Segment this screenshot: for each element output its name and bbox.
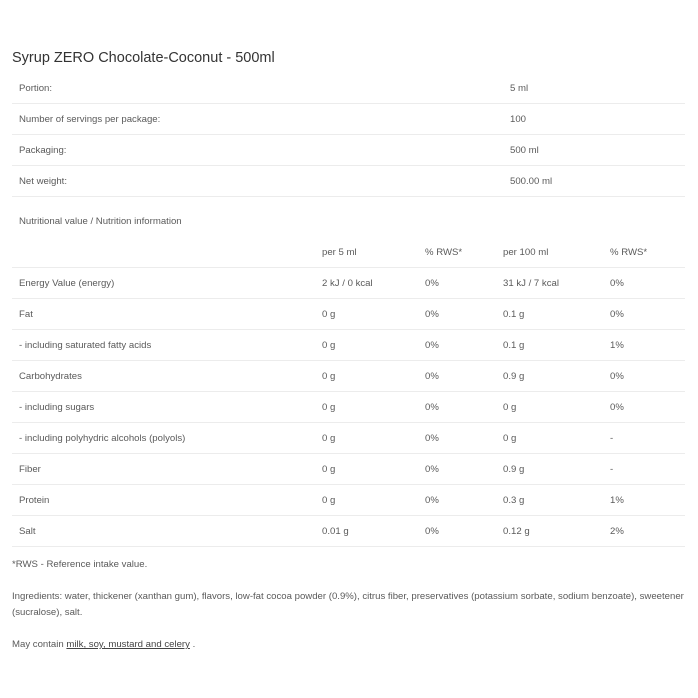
nutrition-row-salt xyxy=(12,516,685,547)
value-per-5ml: 0 g xyxy=(322,464,336,475)
product-title: Syrup ZERO Chocolate-Coconut - 500ml xyxy=(12,50,275,66)
info-row-net-weight xyxy=(12,166,685,197)
allergens-suffix: . xyxy=(192,639,196,650)
rws-per-100ml: 0% xyxy=(610,371,624,382)
nutrition-row-protein xyxy=(12,485,685,516)
ingredients-text: Ingredients: water, thickener (xanthan gum), flavors, low-fat cocoa powder (0.9%), citrus fiber, preservatives (potassium sorbate, sodium benzoate), sweetener (sucralose), salt. xyxy=(12,591,684,618)
value-per-5ml: 0.01 g xyxy=(322,526,349,537)
value-per-5ml: 0 g xyxy=(322,309,336,320)
info-row-portion xyxy=(12,73,685,104)
nutrient-name: - including saturated fatty acids xyxy=(19,340,152,351)
header-rws-100ml: % RWS* xyxy=(610,247,648,258)
rws-per-5ml: 0% xyxy=(425,278,439,289)
value-per-100ml: 0.1 g xyxy=(503,309,525,320)
value-per-100ml: 0.1 g xyxy=(503,340,525,351)
rws-per-5ml: 0% xyxy=(425,433,439,444)
value-per-5ml: 0 g xyxy=(322,371,336,382)
allergens-prefix: May contain xyxy=(12,639,64,650)
header-rws-5ml: % RWS* xyxy=(425,247,463,258)
rws-per-5ml: 0% xyxy=(425,340,439,351)
info-value: 500.00 ml xyxy=(510,176,553,187)
rws-per-5ml: 0% xyxy=(425,526,439,537)
info-label: Net weight: xyxy=(19,176,67,187)
nutrition-row-saturated-fat xyxy=(12,330,685,361)
rws-per-100ml: 1% xyxy=(610,495,624,506)
rws-per-100ml: 1% xyxy=(610,340,624,351)
nutrient-name: Protein xyxy=(19,495,50,506)
nutrient-name: - including polyhydric alcohols (polyols) xyxy=(19,433,186,444)
nutrient-name: Fiber xyxy=(19,464,41,475)
nutrition-row-fiber xyxy=(12,454,685,485)
value-per-100ml: 0.3 g xyxy=(503,495,525,506)
nutrient-name: Carbohydrates xyxy=(19,371,82,382)
value-per-100ml: 0.9 g xyxy=(503,371,525,382)
value-per-100ml: 31 kJ / 7 kcal xyxy=(503,278,559,289)
rws-per-100ml: 0% xyxy=(610,309,624,320)
rws-per-100ml: - xyxy=(610,464,614,475)
header-per-5ml: per 5 ml xyxy=(322,247,357,258)
info-value: 100 xyxy=(510,114,527,125)
value-per-100ml: 0.9 g xyxy=(503,464,525,475)
nutrient-name: Salt xyxy=(19,526,36,537)
info-row-servings xyxy=(12,104,685,135)
nutrient-name: - including sugars xyxy=(19,402,95,413)
value-per-5ml: 2 kJ / 0 kcal xyxy=(322,278,373,289)
value-per-5ml: 0 g xyxy=(322,495,336,506)
nutrition-row-energy xyxy=(12,268,685,299)
value-per-100ml: 0 g xyxy=(503,402,517,413)
value-per-5ml: 0 g xyxy=(322,433,336,444)
info-value: 5 ml xyxy=(510,83,529,94)
value-per-5ml: 0 g xyxy=(322,340,336,351)
rws-per-5ml: 0% xyxy=(425,371,439,382)
info-label: Packaging: xyxy=(19,145,67,156)
rws-per-5ml: 0% xyxy=(425,464,439,475)
rws-per-5ml: 0% xyxy=(425,495,439,506)
rws-per-100ml: - xyxy=(610,433,614,444)
allergens-list: milk, soy, mustard and celery xyxy=(66,639,190,650)
rws-per-5ml: 0% xyxy=(425,309,439,320)
nutrition-row-sugars xyxy=(12,392,685,423)
value-per-100ml: 0 g xyxy=(503,433,517,444)
nutrition-row-carbohydrates xyxy=(12,361,685,392)
info-label: Number of servings per package: xyxy=(19,114,161,125)
rws-per-5ml: 0% xyxy=(425,402,439,413)
rws-per-100ml: 0% xyxy=(610,278,624,289)
nutrition-title: Nutritional value / Nutrition information xyxy=(19,216,182,227)
rws-per-100ml: 2% xyxy=(610,526,624,537)
info-label: Portion: xyxy=(19,83,53,94)
allergens-text xyxy=(12,637,195,653)
nutrient-name: Energy Value (energy) xyxy=(19,278,115,289)
rws-footnote: *RWS - Reference intake value. xyxy=(12,559,148,570)
info-value: 500 ml xyxy=(510,145,539,156)
nutrition-table xyxy=(12,237,685,547)
nutrition-row-fat xyxy=(12,299,685,330)
rws-per-100ml: 0% xyxy=(610,402,624,413)
value-per-100ml: 0.12 g xyxy=(503,526,530,537)
value-per-5ml: 0 g xyxy=(322,402,336,413)
nutrition-header-row xyxy=(12,237,685,268)
header-per-100ml: per 100 ml xyxy=(503,247,549,258)
nutrient-name: Fat xyxy=(19,309,33,320)
product-info-table xyxy=(12,73,685,197)
nutrition-row-polyols xyxy=(12,423,685,454)
info-row-packaging xyxy=(12,135,685,166)
